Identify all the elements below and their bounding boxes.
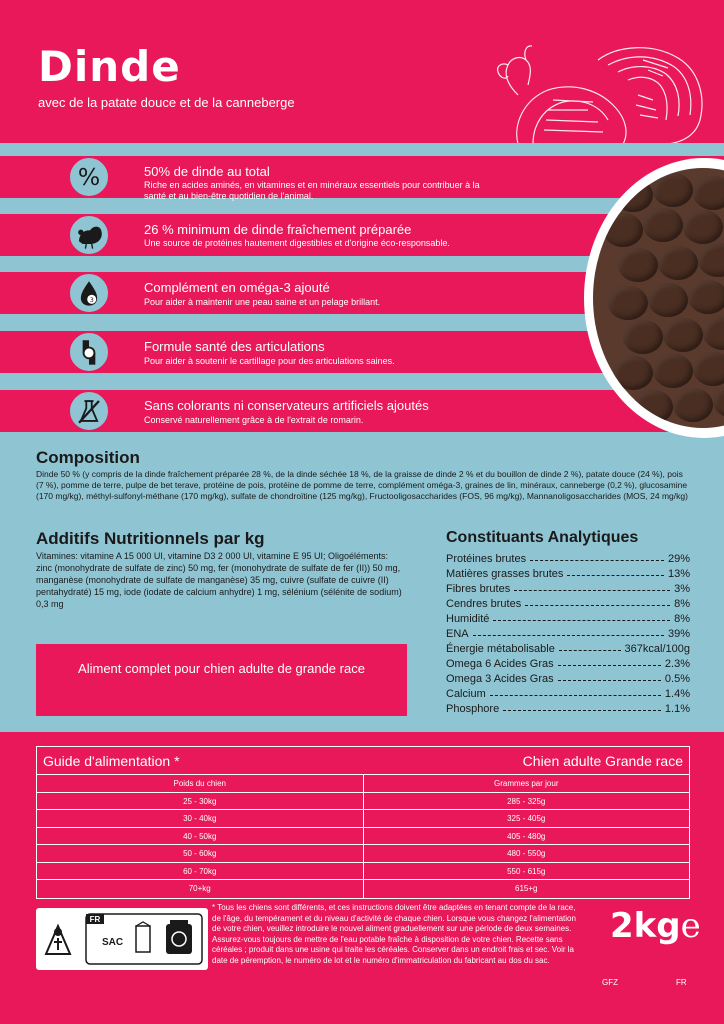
leader-dots (567, 575, 664, 576)
constituant-name: Omega 6 Acides Gras (446, 658, 554, 670)
feature-title: Sans colorants ni conservateurs artificiels ajoutés (144, 398, 429, 413)
constituant-name: Protéines brutes (446, 553, 527, 565)
leader-dots (490, 695, 661, 696)
grams-cell: 480 - 550g (507, 849, 546, 858)
kibble (658, 246, 698, 280)
table-row (37, 845, 689, 863)
kibble (613, 178, 653, 212)
feeding-guide-table (36, 746, 690, 899)
table-header-row (37, 775, 689, 793)
svg-text:%: % (77, 163, 101, 192)
weight-cell: 30 - 40kg (37, 810, 364, 827)
leader-dots (559, 650, 621, 651)
kibble (703, 316, 724, 350)
constituant-value: 39% (667, 628, 690, 640)
constituant-row (446, 640, 690, 655)
kibble (653, 354, 693, 388)
feature-desc: Conservé naturellement grâce à de l'extrait de romarin. (144, 415, 364, 425)
kibble (643, 208, 683, 242)
leader-dots (558, 665, 661, 666)
grams-cell: 405 - 480g (507, 831, 546, 841)
grams-cell: 550 - 615g (507, 866, 546, 876)
kibble (693, 176, 724, 210)
percent-icon (68, 156, 110, 198)
leader-dots (493, 620, 670, 621)
kibble (653, 173, 693, 207)
kibble (698, 243, 724, 277)
constituant-row (446, 565, 690, 580)
constituant-name: Énergie métabolisable (446, 643, 555, 655)
kibble (648, 283, 688, 317)
leader-dots (530, 560, 664, 561)
constituant-value: 0.5% (664, 673, 690, 685)
feature-title: 26 % minimum de dinde fraîchement préparée (144, 222, 412, 237)
net-weight-value: 2kg (610, 906, 681, 946)
feature-desc: Une source de protéines hautement digestibles et d'origine éco-responsable. (144, 238, 450, 248)
constituant-value: 29% (667, 553, 690, 565)
code-right: FR (676, 978, 687, 987)
feature-title: Formule santé des articulations (144, 339, 325, 354)
additifs-title: Additifs Nutritionnels par kg (36, 529, 265, 548)
leader-dots (558, 680, 661, 681)
svg-text:3: 3 (89, 297, 94, 305)
kibble (663, 318, 703, 352)
table-row (37, 828, 689, 846)
constituant-name: Omega 3 Acides Gras (446, 673, 554, 685)
composition-text: Dinde 50 % (y compris de la dinde fraîchement préparée 28 %, de la dinde séchée 18 %, de la graisse de dinde 2 % et du bouillon de dinde 2 %), patate douce (24 %), pois (7 %), pomme de terre, pulpe de bet terave, protéine de pois, protéine de pomme de terre, complément oméga-3, graines de lin, minéraux, canneberge (0,2 %), glucosamine (170 mg/kg), méthyl-sulfonyl-méthane (170 mg/kg), sulfate de chondroïtine (125 mg/kg), Fructooligosaccharides (FOS, 96 mg/kg), Mannanoligosaccharides (MOS, 24 mg/kg) (36, 469, 688, 501)
constituant-value: 8% (674, 613, 690, 625)
weight-cell: 70+kg (37, 880, 364, 898)
additifs-text: Vitamines: vitamine A 15 000 UI, vitamine D3 2 000 UI, vitamine E 95 UI; Oligoéléments: zinc (monohydrate de sulfate de zinc) 50 mg, fer (monohydrate de sulfate de fer (II)) 50 mg, manganèse (monohydrate de sulfate de manganèse) 35 mg, cuivre (sulfate de cuivre (II) pentahydraté) 15 mg, iode (iodate de calcium anhydre) 1 mg, sélénium (sélénite de sodium) 0,3 mg (36, 551, 402, 609)
footnote-text: * Tous les chiens sont différents, et ces instructions doivent être adaptées en tenant compte de la race, de l'âge, du tempérament et du niveau d'activité de chaque chien. Lorsque vous changez l'alimentation de votre chien, veuillez introduire le nouvel aliment graduellement sur une période de deux semaines. Assurez-vous toujours de mettre de l'eau potable fraîche à disposition de votre chien. Recette sans céréales ; produit dans une usine qui traite les céréales. Conserver dans un endroit frais et sec. Voir la date de péremption, le numéro de lot et le numéro d'immatriculation du fabricant au dos du sac. (212, 903, 576, 965)
constituant-row (446, 655, 690, 670)
kibble (693, 352, 724, 386)
constituant-value: 2.3% (664, 658, 690, 670)
leader-dots (514, 590, 670, 591)
weight-cell: 40 - 50kg (37, 828, 364, 845)
constituant-row (446, 700, 690, 715)
constituant-value: 3% (674, 583, 690, 595)
constituant-row (446, 610, 690, 625)
omega-drop-icon (68, 272, 110, 314)
kibble (623, 320, 663, 354)
column-header: Poids du chien (37, 775, 364, 792)
product-title: Dinde (38, 42, 181, 91)
composition-title: Composition (36, 448, 140, 467)
recycle-info-logo (36, 908, 208, 970)
column-header: Grammes par jour (494, 779, 559, 788)
constituant-row (446, 685, 690, 700)
joint-icon (68, 331, 110, 373)
table-row (37, 863, 689, 881)
weight-cell: 60 - 70kg (37, 863, 364, 880)
constituant-value: 367kcal/100g (624, 643, 690, 655)
constituant-row (446, 580, 690, 595)
constituant-name: Phosphore (446, 703, 500, 715)
feeding-guide-header (37, 747, 689, 775)
constituant-row (446, 670, 690, 685)
kibble (613, 356, 653, 390)
feature-desc: Riche en acides aminés, en vitamines et en minéraux essentiels pour contribuer à la santé et au bien-être quotidien de l'animal. (144, 180, 480, 201)
grams-cell: 325 - 405g (507, 814, 546, 823)
turkey-illustration-icon (478, 40, 708, 145)
triman-recycle-icon (36, 908, 208, 970)
constituant-value: 8% (674, 598, 690, 610)
feature-title: Complément en oméga-3 ajouté (144, 280, 330, 295)
constituant-name: ENA (446, 628, 469, 640)
kibble (618, 248, 658, 282)
fr-badge: FR (89, 915, 101, 924)
table-row (37, 880, 689, 898)
kibble (633, 390, 673, 424)
estimated-sign: e (680, 906, 701, 946)
constituant-name: Matières grasses brutes (446, 568, 564, 580)
constituant-row (446, 595, 690, 610)
table-row (37, 793, 689, 811)
constituant-row (446, 625, 690, 640)
leader-dots (525, 605, 670, 606)
feeding-guide-subtitle: Chien adulte Grande race (522, 752, 683, 769)
constituant-name: Calcium (446, 688, 486, 700)
kibble (688, 280, 724, 314)
feature-desc: Pour aider à soutenir le cartillage pour des articulations saines. (144, 356, 395, 366)
feeding-guide-title: Guide d'alimentation * (43, 752, 180, 769)
kibble (673, 388, 713, 422)
constituant-name: Fibres brutes (446, 583, 511, 595)
constituant-value: 1.1% (664, 703, 690, 715)
weight-cell: 50 - 60kg (37, 845, 364, 862)
leader-dots (503, 710, 661, 711)
constituant-value: 1.4% (664, 688, 690, 700)
leader-dots (473, 635, 664, 636)
header (0, 0, 724, 143)
table-row (37, 810, 689, 828)
complete-food-label: Aliment complet pour chien adulte de grande race (36, 644, 407, 716)
constituant-name: Cendres brutes (446, 598, 522, 610)
info-section (0, 440, 724, 732)
weight-cell: 25 - 30kg (37, 793, 364, 810)
grams-cell: 285 - 325g (507, 796, 546, 806)
code-left: GFZ (602, 978, 618, 987)
feature-desc: Pour aider à maintenir une peau saine et un pelage brillant. (144, 297, 381, 307)
net-weight (610, 906, 701, 946)
constituant-value: 13% (667, 568, 690, 580)
grams-cell: 615+g (515, 884, 538, 893)
kibble (608, 286, 648, 320)
constituants-title: Constituants Analytiques (446, 529, 639, 546)
constituants-list (446, 550, 690, 715)
feature-title: 50% de dinde au total (144, 164, 270, 179)
no-chemicals-icon (68, 390, 110, 432)
kibble (683, 210, 723, 244)
constituant-row (446, 550, 690, 565)
kibble (713, 384, 724, 418)
turkey-icon (68, 214, 110, 256)
product-subtitle: avec de la patate douce et de la canneberge (38, 95, 295, 110)
constituant-name: Humidité (446, 613, 490, 625)
sac-label: SAC (102, 937, 124, 948)
kibble (603, 213, 643, 247)
